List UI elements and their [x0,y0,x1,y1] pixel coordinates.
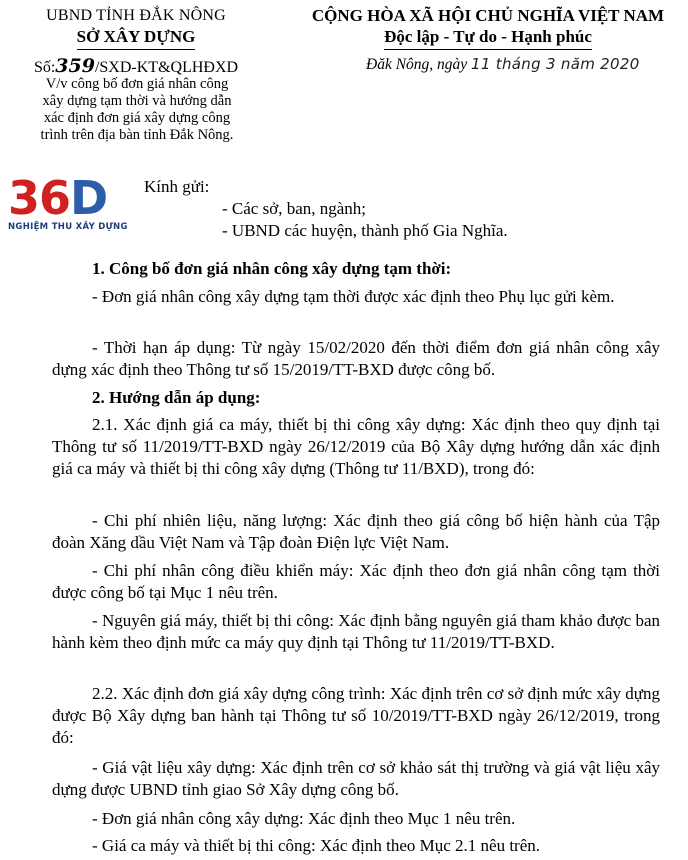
paragraph: - Đơn giá nhân công xây dựng tạm thời được xác định theo Phụ lục gửi kèm. [92,287,615,306]
paragraph: - Giá vật liệu xây dựng: Xác định trên cơ sở khảo sát thị trường và giá vật liệu xây dựng được UBND tỉnh giao Sở Xây dựng công bố. [52,758,660,799]
paragraph: 2.2. Xác định đơn giá xây dựng công trình: Xác định trên cơ sở định mức xây dựng được Bộ Xây dựng ban hành tại Thông tư số 10/2019/TT-BXD ngày 26/12/2019, trong đó: [52,684,660,747]
logo-digit: 6 [39,171,70,225]
place-date [366,55,640,74]
section-2-heading: 2. Hướng dẫn áp dụng: [92,388,261,407]
subject-block [18,76,256,144]
docnum-suffix: /SXD-KT&QLHĐXD [94,59,239,76]
logo-mark [8,171,126,225]
greeting-label: Kính gửi: [144,177,210,196]
department-name-text: SỞ XÂY DỰNG [77,26,196,50]
motto-text: Độc lập - Tự do - Hạnh phúc [384,26,592,50]
subject-line: V/v công bố đơn giá nhân công [45,76,229,92]
issuer-block [0,6,272,79]
paragraph: - Đơn giá nhân công xây dựng: Xác định theo Mục 1 nêu trên. [92,809,516,828]
docnum-handwritten: 359 [55,55,95,77]
logo-360 [8,171,128,238]
recipient-item: - UBND các huyện, thành phố Gia Nghĩa. [222,221,508,240]
motto [300,26,676,50]
paragraph: - Giá ca máy và thiết bị thi công: Xác định theo Mục 2.1 nêu trên. [92,836,541,855]
subject-line: trình trên địa bàn tỉnh Đắk Nông. [40,127,234,143]
agency-name: UBND TỈNH ĐẮK NÔNG [46,7,226,24]
logo-tagline: NGHIỆM THU XÂY DỰNG [8,222,128,232]
paragraph: - Nguyên giá máy, thiết bị thi công: Xác định bằng nguyên giá tham khảo được ban hành kèm theo định mức ca máy quy định tại Thông tư 11/2019/TT-BXD. [52,611,660,652]
subject-line: xác định đơn giá xây dựng công [43,110,231,126]
paragraph: - Chi phí nhân công điều khiển máy: Xác định theo đơn giá nhân công tạm thời được công bố tại Mục 1 nêu trên. [52,561,660,602]
docnum-prefix: Số: [33,59,56,76]
place-prefix: Đăk Nông, ngày [366,56,468,73]
date-handwritten: 11 tháng 3 năm 2020 [471,55,640,73]
paragraph: - Chi phí nhiên liệu, năng lượng: Xác định theo giá công bố hiện hành của Tập đoàn Xăng dầu Việt Nam và Tập đoàn Điện lực Việt Nam. [52,511,660,552]
section-1-heading: 1. Công bố đơn giá nhân công xây dựng tạm thời: [92,259,452,278]
logo-digit: D [70,171,107,225]
subject-line: xây dựng tạm thời và hướng dẫn [42,93,232,109]
department-name [0,26,272,50]
paragraph: - Thời hạn áp dụng: Từ ngày 15/02/2020 đến thời điểm đơn giá nhân công xây dựng xác định theo Thông tư số 15/2019/TT-BXD được công bố. [52,338,660,379]
nation-block [300,6,676,50]
paragraph: 2.1. Xác định giá ca máy, thiết bị thi công xây dựng: Xác định theo quy định tại Thông tư số 11/2019/TT-BXD ngày 26/12/2019 của Bộ Xây dựng hướng dẫn xác định giá ca máy và thiết bị thi công xây dựng (Thông tư 11/BXD), trong đó: [52,415,660,478]
recipient-item: - Các sở, ban, ngành; [222,199,367,218]
nation-title: CỘNG HÒA XÃ HỘI CHỦ NGHĨA VIỆT NAM [311,6,665,25]
logo-digit: 3 [8,171,39,225]
